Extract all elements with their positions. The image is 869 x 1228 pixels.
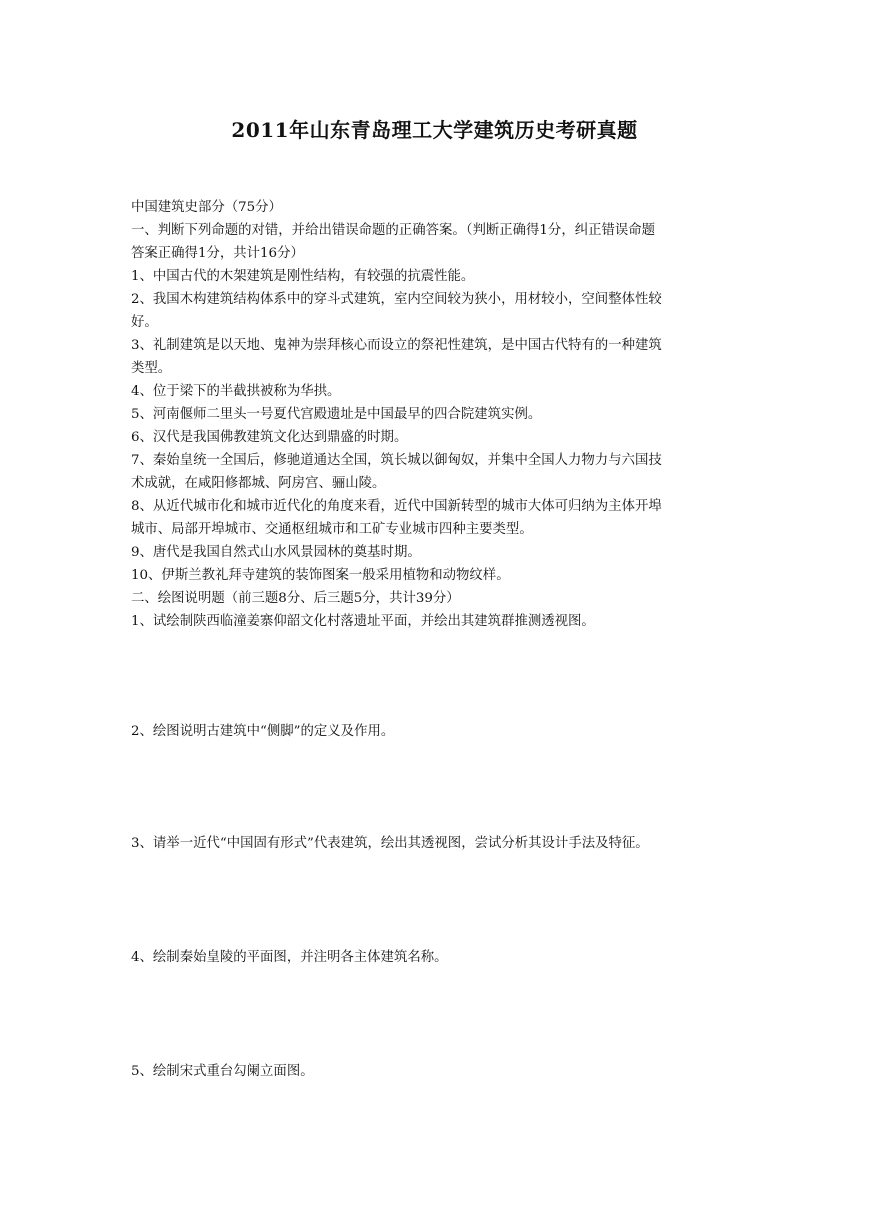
part-one-instructions-line-2: 答案正确得1分，共计16分） <box>131 246 304 261</box>
part-one-instructions-line-1: 一、判断下列命题的对错，并给出错误命题的正确答案。（判断正确得1分，纠正错误命题 <box>131 223 656 238</box>
true-false-item-10: 10、伊斯兰教礼拜寺建筑的装饰图案一般采用植物和动物纹样。 <box>131 568 510 583</box>
drawing-question-2: 2、绘图说明古建筑中“侧脚”的定义及作用。 <box>131 724 395 739</box>
exam-body-text <box>131 196 743 633</box>
true-false-item-8-line-2: 城市、局部开埠城市、交通枢纽城市和工矿专业城市四种主要类型。 <box>131 522 533 537</box>
true-false-item-7-line-1: 7、秦始皇统一全国后，修驰道通达全国，筑长城以御匈奴，并集中全国人力物力与六国技 <box>131 453 662 468</box>
true-false-item-3-line-1: 3、礼制建筑是以天地、鬼神为崇拜核心而设立的祭祀性建筑，是中国古代特有的一种建筑 <box>131 338 662 353</box>
drawing-question-3: 3、请举一近代“中国固有形式”代表建筑，绘出其透视图，尝试分析其设计手法及特征。 <box>131 836 649 851</box>
true-false-item-4: 4、位于梁下的半截拱被称为华拱。 <box>131 384 341 399</box>
true-false-item-7-line-2: 术成就，在咸阳修都城、阿房宫、骊山陵。 <box>131 476 386 491</box>
true-false-item-5: 5、河南偃师二里头一号夏代宫殿遗址是中国最早的四合院建筑实例。 <box>131 407 542 422</box>
drawing-question-4: 4、绘制秦始皇陵的平面图，并注明各主体建筑名称。 <box>131 950 448 965</box>
true-false-item-2-line-1: 2、我国木构建筑结构体系中的穿斗式建筑，室内空间较为狭小，用材较小，空间整体性较 <box>131 292 662 307</box>
document-title: 2011年山东青岛理工大学建筑历史考研真题 <box>231 118 638 142</box>
drawing-question-5: 5、绘制宋式重台勾阑立面图。 <box>131 1064 314 1079</box>
true-false-item-6: 6、汉代是我国佛教建筑文化达到鼎盛的时期。 <box>131 430 408 445</box>
part-two-heading: 二、绘图说明题（前三题8分、后三题5分，共计39分） <box>131 591 460 606</box>
true-false-item-8-line-1: 8、从近代城市化和城市近代化的角度来看，近代中国新转型的城市大体可归纳为主体开埠 <box>131 499 662 514</box>
true-false-item-2-line-2: 好。 <box>131 315 158 330</box>
drawing-question-1: 1、试绘制陕西临潼姜寨仰韶文化村落遗址平面，并绘出其建筑群推测透视图。 <box>131 614 595 629</box>
section-heading-chinese-architecture: 中国建筑史部分（75分） <box>131 200 282 215</box>
true-false-item-3-line-2: 类型。 <box>131 361 172 376</box>
true-false-item-9: 9、唐代是我国自然式山水风景园林的奠基时期。 <box>131 545 421 560</box>
true-false-item-1: 1、中国古代的木架建筑是刚性结构，有较强的抗震性能。 <box>131 269 475 284</box>
